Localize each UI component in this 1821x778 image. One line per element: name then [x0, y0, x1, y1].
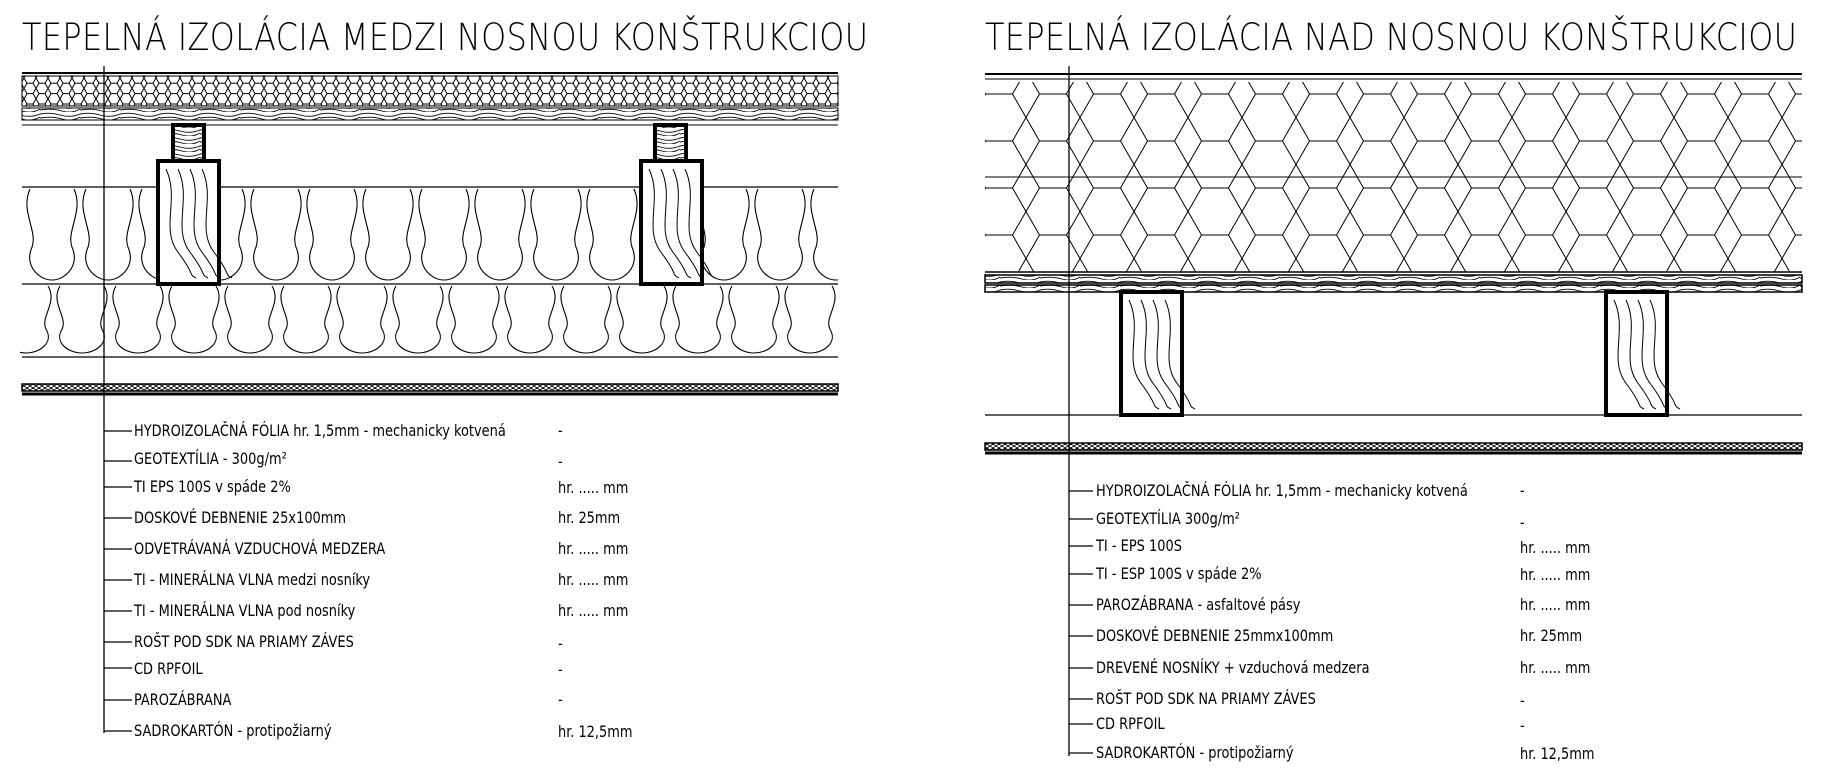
- right-layer-label: HYDROIZOLAČNÁ FÓLIA hr. 1,5mm - mechanicky kotvená: [1096, 481, 1468, 500]
- left-layer-value: hr. ..... mm: [558, 570, 629, 589]
- right-layer-value: -: [1520, 513, 1525, 532]
- right-layer-value: hr. 12,5mm: [1520, 744, 1595, 763]
- right-joist-1: [1121, 292, 1182, 415]
- wool-fiber: [83, 189, 133, 280]
- wool-fiber: [505, 286, 555, 353]
- right-layer-label: DOSKOVÉ DEBNENIE 25mmx100mm: [1096, 626, 1334, 645]
- right-layer-value: hr. 25mm: [1520, 626, 1583, 645]
- wool-fiber: [561, 286, 611, 353]
- right-layer-label: CD RPFOIL: [1096, 714, 1165, 733]
- left-title: TEPELNÁ IZOLÁCIA MEDZI NOSNOU KONŠTRUKCIOU: [22, 16, 869, 59]
- right-vapour-barrier: [985, 275, 1802, 283]
- wool-fiber: [27, 189, 77, 280]
- left-joist-1: [158, 161, 219, 284]
- wool-fiber: [337, 286, 387, 353]
- left-layer-value: hr. ..... mm: [558, 601, 629, 620]
- wool-fiber: [531, 189, 581, 280]
- right-title: TEPELNÁ IZOLÁCIA NAD NOSNOU KONŠTRUKCIOU: [985, 16, 1798, 59]
- wool-fiber: [755, 189, 805, 280]
- right-layer-label: DREVENÉ NOSNÍKY + vzduchová medzera: [1096, 658, 1370, 677]
- right-layer-value: -: [1520, 691, 1525, 710]
- right-layer-value: hr. ..... mm: [1520, 538, 1591, 557]
- left-mineral-wool: [1, 189, 891, 353]
- wool-fiber: [475, 189, 525, 280]
- wool-fiber: [169, 286, 219, 353]
- wool-fiber: [225, 286, 275, 353]
- left-joist-2: [641, 161, 702, 284]
- wool-fiber: [57, 286, 107, 353]
- wool-fiber: [785, 286, 835, 353]
- right-layer-label: ROŠT POD SDK NA PRIAMY ZÁVES: [1096, 689, 1316, 708]
- left-layer-value: hr. ..... mm: [558, 539, 629, 558]
- wool-fiber: [251, 189, 301, 280]
- left-layer-value: hr. ..... mm: [558, 478, 629, 497]
- wool-fiber: [1, 286, 51, 353]
- left-batten-2: [655, 125, 686, 161]
- left-eps-layer: [22, 76, 838, 106]
- left-batten-1: [173, 125, 204, 161]
- left-layer-value: -: [558, 660, 563, 679]
- right-section: [985, 66, 1802, 756]
- left-ceiling-board: [22, 384, 838, 391]
- left-layer-value: -: [558, 421, 563, 440]
- left-layer-label: TI - MINERÁLNA VLNA medzi nosníky: [134, 570, 371, 589]
- wool-fiber: [363, 189, 413, 280]
- left-layer-label: GEOTEXTÍLIA - 300g/m²: [134, 449, 287, 468]
- left-layer-value: -: [558, 690, 563, 709]
- left-layer-label: ODVETRÁVANÁ VZDUCHOVÁ MEDZERA: [134, 539, 386, 558]
- left-layer-label: TI EPS 100S v spáde 2%: [134, 477, 291, 496]
- right-layer-label: GEOTEXTÍLIA 300g/m²: [1096, 509, 1240, 528]
- right-leader-ticks: [1069, 491, 1093, 753]
- wool-fiber: [841, 286, 891, 353]
- left-layer-label: TI - MINERÁLNA VLNA pod nosníky: [134, 601, 356, 620]
- wool-fiber: [307, 189, 357, 280]
- left-layer-label: HYDROIZOLAČNÁ FÓLIA hr. 1,5mm - mechanicky kotvená: [134, 421, 506, 440]
- wool-fiber: [673, 286, 723, 353]
- left-layer-label: ROŠT POD SDK NA PRIAMY ZÁVES: [134, 632, 354, 651]
- wool-fiber: [449, 286, 499, 353]
- right-ceiling-board: [985, 443, 1802, 450]
- left-layer-label: SADROKARTÓN - protipožiarný: [134, 721, 332, 740]
- right-layer-value: hr. ..... mm: [1520, 658, 1591, 677]
- right-layer-value: -: [1520, 481, 1525, 500]
- right-layer-label: SADROKARTÓN - protipožiarný: [1096, 743, 1294, 762]
- right-layer-value: -: [1520, 716, 1525, 735]
- wool-fiber: [419, 189, 469, 280]
- left-layer-label: PAROZÁBRANA: [134, 690, 232, 709]
- left-layer-value: hr. 12,5mm: [558, 722, 633, 741]
- wool-fiber: [393, 286, 443, 353]
- left-leader-ticks: [104, 431, 132, 731]
- left-layer-label: CD RPFOIL: [134, 659, 203, 678]
- left-layer-value: -: [558, 634, 563, 653]
- left-layer-label: DOSKOVÉ DEBNENIE 25x100mm: [134, 508, 347, 527]
- right-layer-label: TI - ESP 100S v spáde 2%: [1096, 564, 1262, 583]
- wool-fiber: [587, 189, 637, 280]
- left-boarding: [22, 108, 838, 120]
- right-boarding: [985, 285, 1802, 292]
- right-joist-2: [1606, 292, 1667, 415]
- right-layer-label: TI - EPS 100S: [1096, 536, 1182, 555]
- right-layer-label: PAROZÁBRANA - asfaltové pásy: [1096, 595, 1301, 614]
- right-layer-value: hr. ..... mm: [1520, 565, 1591, 584]
- wool-fiber: [113, 286, 163, 353]
- wool-fiber: [811, 189, 861, 280]
- wool-fiber: [281, 286, 331, 353]
- wool-fiber: [729, 286, 779, 353]
- left-layer-value: hr. 25mm: [558, 508, 621, 527]
- right-layer-value: hr. ..... mm: [1520, 595, 1591, 614]
- wool-fiber: [617, 286, 667, 353]
- left-layer-value: -: [558, 452, 563, 471]
